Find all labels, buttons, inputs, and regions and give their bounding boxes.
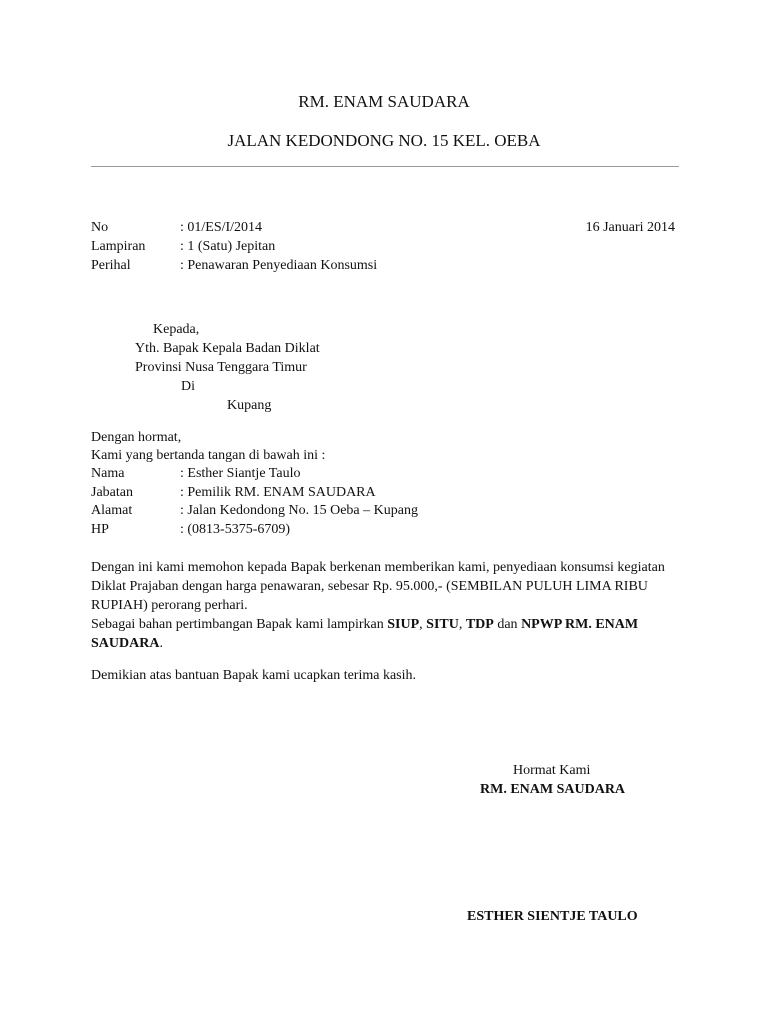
signature-company: RM. ENAM SAUDARA <box>480 782 626 797</box>
meta-number-value: : 01/ES/I/2014 <box>180 220 263 235</box>
doc-tdp: TDP <box>465 617 494 632</box>
closing-line: Demikian atas bantuan Bapak kami ucapkan terima kasih. <box>91 668 417 683</box>
meta-subject-label: Perihal <box>91 258 131 273</box>
recipient-line2: Provinsi Nusa Tenggara Timur <box>135 360 307 375</box>
paragraph1-line2: Diklat Prajaban dengan harga penawaran, sebesar Rp. 95.000,- (SEMBILAN PULUH LIMA RIBU <box>91 579 648 594</box>
greeting: Dengan hormat, <box>91 430 182 445</box>
header-divider <box>91 166 679 167</box>
letterhead-address: JALAN KEDONDONG NO. 15 KEL. OEBA <box>227 131 541 150</box>
paragraph2-period: . <box>159 636 163 651</box>
doc-siup: SIUP <box>387 617 420 632</box>
doc-npwp: NPWP RM. ENAM <box>521 617 639 632</box>
identity-position-label: Jabatan <box>91 485 133 500</box>
paragraph1-line3: RUPIAH) perorang perhari. <box>91 598 248 613</box>
meta-subject-value: : Penawaran Penyediaan Konsumsi <box>180 258 378 273</box>
letterhead-company: RM. ENAM SAUDARA <box>298 92 470 111</box>
letter-date: 16 Januari 2014 <box>585 220 675 235</box>
identity-address-value: : Jalan Kedondong No. 15 Oeba – Kupang <box>180 503 418 518</box>
intro-line: Kami yang bertanda tangan di bawah ini : <box>91 448 326 463</box>
recipient-line1: Yth. Bapak Kepala Badan Diklat <box>135 341 320 356</box>
paragraph2-text: Sebagai bahan pertimbangan Bapak kami lampirkan <box>91 617 388 632</box>
paragraph2-and: dan <box>493 617 522 632</box>
identity-name-label: Nama <box>91 466 125 481</box>
signature-regards: Hormat Kami <box>513 763 591 778</box>
recipient-line4: Kupang <box>227 398 272 413</box>
paragraph2-line1 <box>91 615 638 634</box>
meta-number <box>91 218 262 237</box>
paragraph2-sep1: , <box>419 617 427 632</box>
identity-address-label: Alamat <box>91 503 133 518</box>
meta-subject <box>91 256 377 275</box>
paragraph2-sep2: , <box>458 617 466 632</box>
identity-phone <box>91 520 290 539</box>
meta-number-label: No <box>91 220 109 235</box>
paragraph1-line1: Dengan ini kami memohon kepada Bapak berkenan memberikan kami, penyediaan konsumsi kegiatan <box>91 560 665 575</box>
identity-phone-value: : (0813-5375-6709) <box>180 522 291 537</box>
signature-signer: ESTHER SIENTJE TAULO <box>467 909 638 924</box>
meta-attachment <box>91 237 275 256</box>
meta-attachment-label: Lampiran <box>91 239 146 254</box>
paragraph2-line2 <box>91 634 163 653</box>
identity-name <box>91 464 300 483</box>
identity-address <box>91 501 418 520</box>
identity-phone-label: HP <box>91 522 109 537</box>
meta-attachment-value: : 1 (Satu) Jepitan <box>180 239 276 254</box>
recipient-to: Kepada, <box>153 322 200 337</box>
identity-name-value: : Esther Siantje Taulo <box>180 466 301 481</box>
identity-position <box>91 483 376 502</box>
identity-position-value: : Pemilik RM. ENAM SAUDARA <box>180 485 376 500</box>
recipient-line3: Di <box>181 379 195 394</box>
doc-situ: SITU <box>426 617 459 632</box>
doc-npwp-continued: SAUDARA <box>91 636 160 651</box>
